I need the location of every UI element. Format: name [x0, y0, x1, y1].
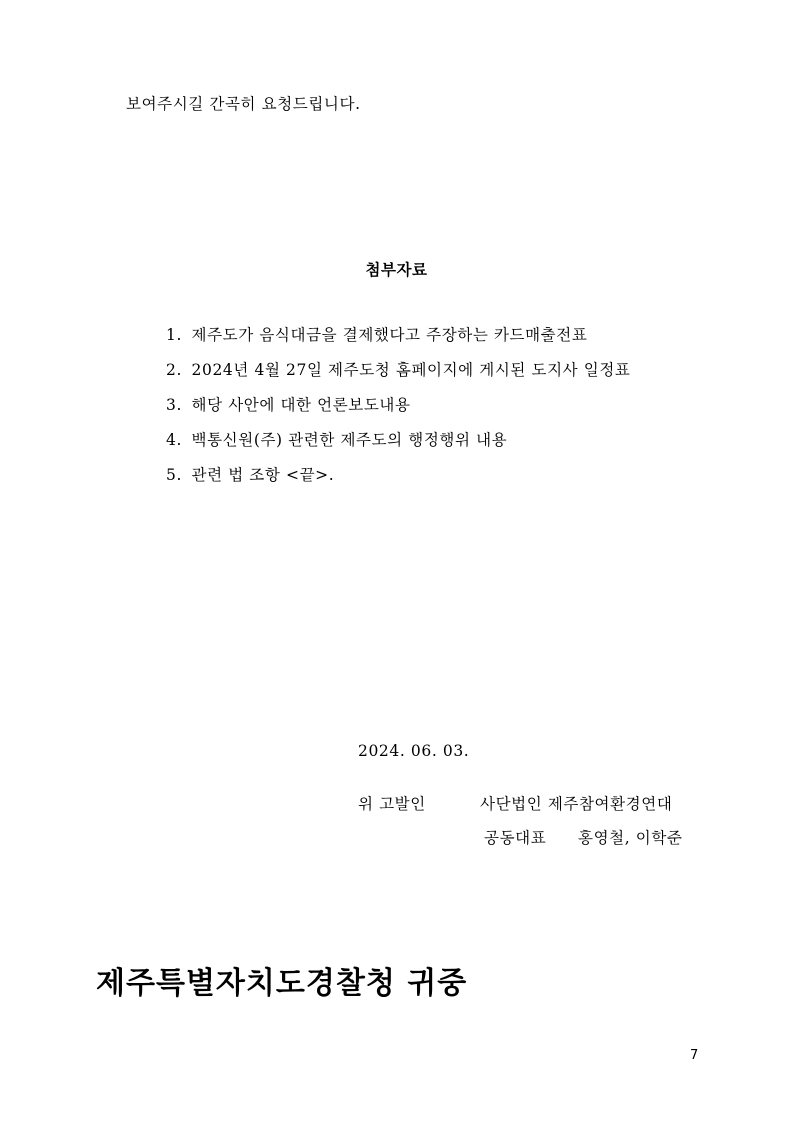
- page-number: 7: [690, 1048, 699, 1063]
- list-item-number: 1.: [166, 326, 182, 344]
- attachments-heading: 첨부자료: [365, 261, 428, 279]
- representative-label: 공동대표: [484, 829, 547, 847]
- attachments-list: [166, 324, 631, 499]
- filer-label: 위 고발인: [358, 795, 426, 813]
- list-item: [166, 359, 631, 394]
- closing-request-line: 보여주시길 간곡히 요청드립니다.: [126, 95, 361, 113]
- list-item-number: 4.: [166, 431, 182, 449]
- list-item-text: 제주도가 음식대금을 결제했다고 주장하는 카드매출전표: [191, 326, 588, 344]
- list-item: [166, 324, 631, 359]
- list-item-text: 백통신원(주) 관련한 제주도의 행정행위 내용: [191, 431, 508, 449]
- list-item-text: 관련 법 조항 <끝>.: [191, 466, 335, 484]
- list-item-text: 해당 사안에 대한 언론보도내용: [191, 396, 411, 414]
- recipient-title: 제주특별자치도경찰청 귀중: [96, 966, 468, 1001]
- filing-date: 2024. 06. 03.: [358, 742, 470, 760]
- list-item-text: 2024년 4월 27일 제주도청 홈페이지에 게시된 도지사 일정표: [191, 361, 631, 379]
- list-item: [166, 429, 631, 464]
- list-item: [166, 394, 631, 429]
- list-item: [166, 464, 631, 499]
- list-item-number: 2.: [166, 361, 182, 379]
- representative-names: 홍영철, 이학준: [578, 829, 683, 847]
- list-item-number: 5.: [166, 466, 182, 484]
- list-item-number: 3.: [166, 396, 182, 414]
- organization-name: 사단법인 제주참여환경연대: [480, 795, 673, 813]
